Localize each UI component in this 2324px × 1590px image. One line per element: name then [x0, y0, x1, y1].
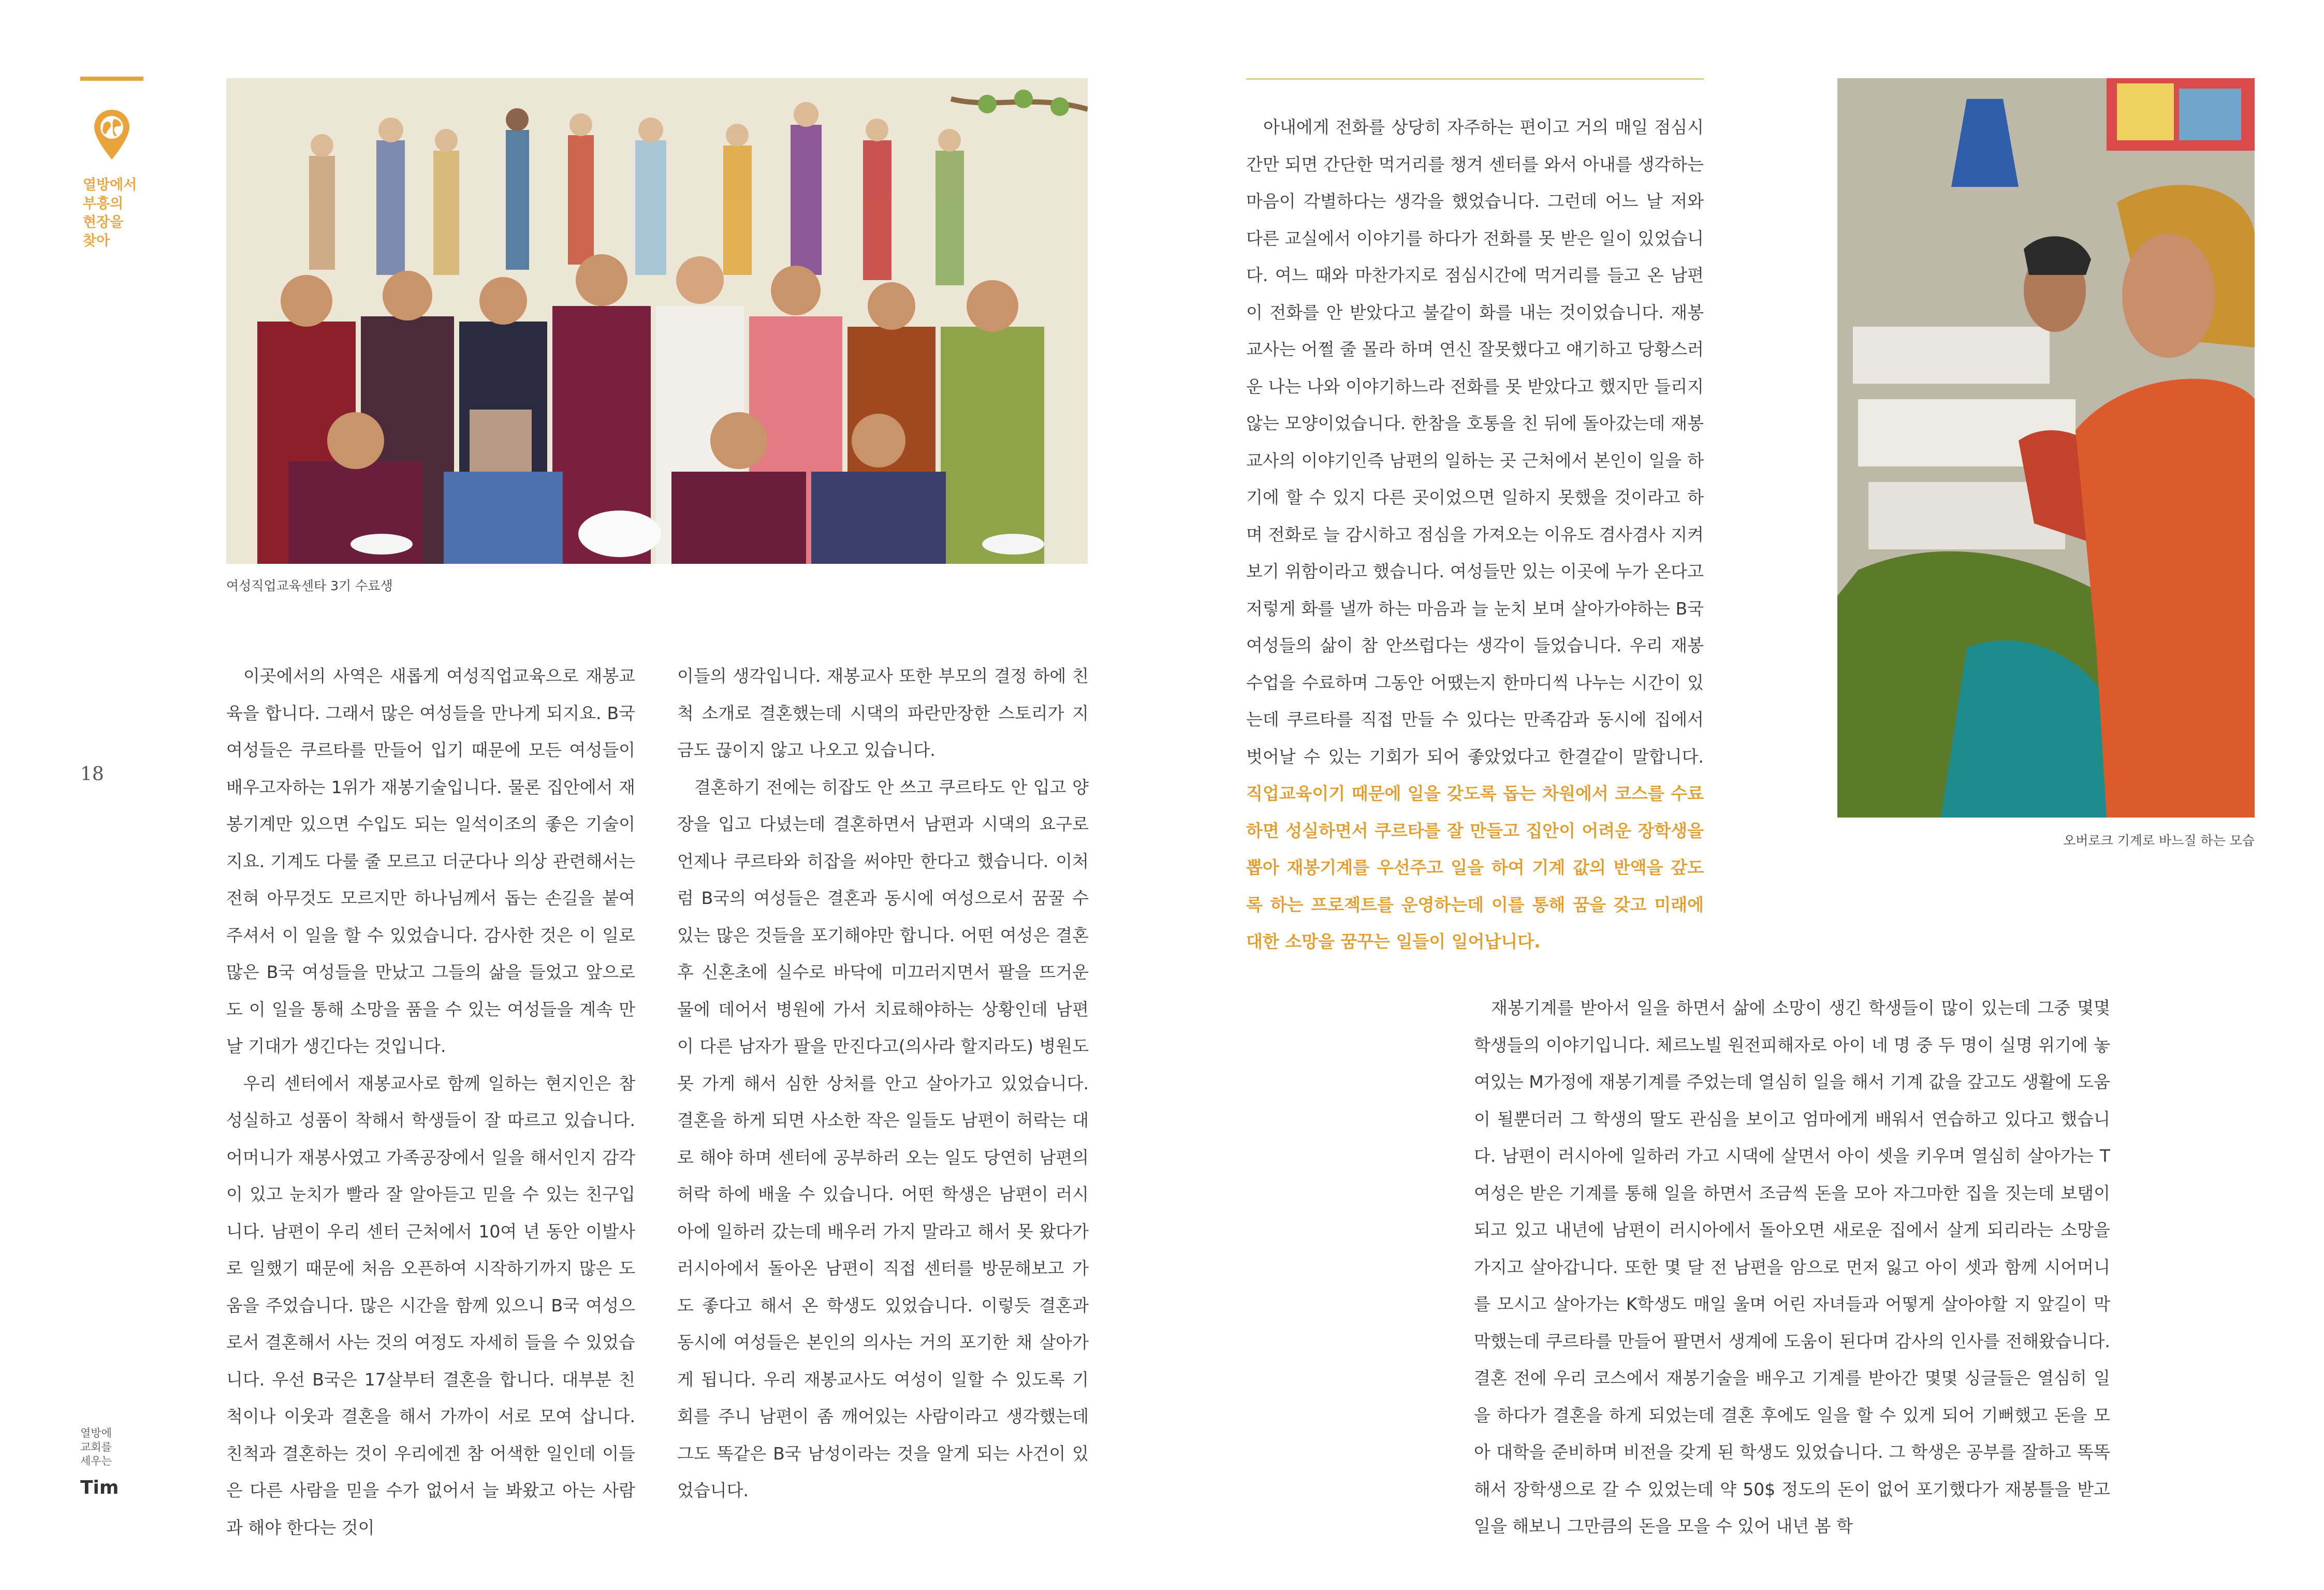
paragraph: 결혼하기 전에는 히잡도 안 쓰고 쿠르타도 안 입고 양장을 입고 다녔는데 결혼하면서 남편과 시댁의 요구로 언제나 쿠르타와 히잡을 써야만 한다고 했습니다. 이처럼 B국의 여성들은 결혼과 동시에 여성으로서 꿈꿀 수 있는 많은 것들을 포기해야만 합니다. 어떤 여성은 결혼 후 신혼초에 실수로 바닥에 미끄러지면서 팔을 뜨거운 물에 데어서 병원에 가서 치료해야하는 상황인데 남편이 다른 남자가 팔을 만진다고(의사라 할지라도) 병원도 못 가게 해서 심한 상처를 안고 살아가고 있었습니다. 결혼을 하게 되면 사소한 작은 일들도 남편이 허락는 대로 해야 하며 센터에 공부하러 오는 일도 당연히 남편의 허락 하에 배울 수 있습니다. 어떤 학생은 남편이 러시아에 일하러 갔는데 배우러 가지 말라고 해서 못 왔다가 러시아에서 돌아온 남편이 직접 센터를 방문해보고 가도 좋다고 해서 온 학생도 있었습니다. 이렇듯 결혼과 동시에 여성들은 본인의 의사는 거의 포기한 채 살아가게 됩니다. 우리 재봉교사도 여성이 일할 수 있도록 기회를 주니 남편이 좀 깨어있는 사람이라고 생각했는데 그도 똑같은 B국 남성이라는 것을 알게 되는 사건이 있었습니다. — [677, 777, 1089, 1500]
page-number: 18 — [80, 764, 104, 785]
brand-logo: Tim — [80, 1477, 119, 1498]
article-column-4 — [1474, 989, 2110, 1545]
sewing-photo-caption: 오버로크 기계로 바느질 하는 모습 — [2063, 833, 2255, 848]
group-photo — [226, 78, 1088, 564]
paragraph: 재봉기계를 받아서 일을 하면서 삶에 소망이 생긴 학생들이 많이 있는데 그중 몇몇 학생들의 이야기입니다. 체르노빌 원전피해자로 아이 네 명 중 두 명이 실명 위기에 놓여있는 M가정에 재봉기계를 주었는데 열심히 일을 해서 기계 값을 갚고도 생활에 도움이 될뿐더러 그 학생의 딸도 관심을 보이고 엄마에게 배워서 연습하고 있다고 했습니다. 남편이 러시아에 일하러 가고 시댁에 살면서 아이 셋을 키우며 열심히 살아가는 T여성은 받은 기계를 통해 일을 하면서 조금씩 돈을 모아 자그마한 집을 짓는데 보탬이 되고 있고 내년에 남편이 러시아에서 돌아오면 새로운 집에서 살게 되리라는 소망을 가지고 살아갑니다. 또한 몇 달 전 남편을 암으로 먼저 잃고 아이 셋과 함께 시어머니를 모시고 살아가는 K학생도 매일 울며 어린 자녀들과 어떻게 살아야할 지 앞길이 막막했는데 쿠르타를 만들어 팔면서 생계에 도움이 된다며 감사의 인사를 전해왔습니다. 결혼 전에 우리 코스에서 재봉기술을 배우고 기계를 받아간 몇몇 싱글들은 열심히 일을 하다가 결혼을 하게 되었는데 결혼 후에도 일을 할 수 있게 되어 기뻐했고 돈을 모아 대학을 준비하며 비전을 갖게 된 학생도 있었습니다. 그 학생은 공부를 잘하고 똑똑해서 장학생으로 갈 수 있었는데 약 50$ 정도의 돈이 없어 포기했다가 재봉틀을 받고 일을 해보니 그만큼의 돈을 모을 수 있어 내년 봄 학 — [1474, 998, 2110, 1536]
location-pin-globe-icon — [92, 109, 131, 161]
paragraph-text: 아내에게 전화를 상당히 자주하는 편이고 거의 매일 점심시간만 되면 간단한 먹거리를 챙겨 센터를 와서 아내를 생각하는 마음이 각별하다는 생각을 했었습니다. 그런데 어느 날 저와 다른 교실에서 이야기를 하다가 전화를 못 받은 일이 있었습니다. 여느 때와 마찬가지로 점심시간에 먹거리를 들고 온 남편이 전화를 안 받았다고 불같이 화를 내는 것이었습니다. 재봉교사는 어쩔 줄 몰라 하며 연신 잘못했다고 얘기하고 당황스러운 나는 나와 이야기하느라 전화를 못 받았다고 했지만 들리지 않는 모양이었습니다. 한참을 호통을 친 뒤에 돌아갔는데 재봉교사의 이야기인즉 남편의 일하는 곳 근처에서 본인이 일을 하기에 할 수 있지 다른 곳이었으면 일하지 못했을 것이라고 하며 전화로 늘 감시하고 점심을 가져오는 이유도 겸사겸사 지켜보기 위함이라고 했습니다. 여성들만 있는 이곳에 누가 온다고 저렇게 화를 낼까 하는 마음과 늘 눈치 보며 살아가야하는 B국 여성들의 삶이 참 안쓰럽다는 생각이 들었습니다. 우리 재봉 수업을 수료하며 그동안 어땠는지 한마디씩 나누는 시간이 있는데 쿠르타를 직접 만들 수 있다는 만족감과 동시에 집에서 벗어날 수 있는 기회가 되어 좋았었다고 한결같이 말합니다. — [1246, 117, 1704, 767]
sewing-photo — [1837, 78, 2255, 818]
highlighted-text: 직업교육이기 때문에 일을 갖도록 돕는 차원에서 코스를 수료하면 성실하면서 쿠르타를 잘 만들고 집안이 어려운 장학생을 뽑아 재봉기계를 우선주고 일을 하여 기계 값의 반액을 갚도록 하는 프로젝트를 운영하는데 이를 통해 꿈을 갖고 미래에 대한 소망을 꿈꾸는 일들이 일어납니다. — [1246, 783, 1704, 952]
brand-label: 열방에 교회를 세우는 — [80, 1427, 112, 1467]
paragraph: 우리 센터에서 재봉교사로 함께 일하는 현지인은 참 성실하고 성품이 착해서 학생들이 잘 따르고 있습니다. 어머니가 재봉사였고 가족공장에서 일을 해서인지 감각이 있고 눈치가 빨라 잘 알아듣고 믿을 수 있는 친구입니다. 남편이 우리 센터 근처에서 10여 년 동안 이발사로 일했기 때문에 처음 오픈하여 시작하기까지 많은 도움을 주었습니다. 많은 시간을 함께 있으니 B국 여성으로서 결혼해서 사는 것의 여정도 자세히 들을 수 있었습니다. 우선 B국은 17살부터 결혼을 합니다. 대부분 친척이나 이웃과 결혼을 해서 가까이 서로 모여 삽니다. 친척과 결혼하는 것이 우리에겐 참 어색한 일인데 이들은 다른 사람을 믿을 수가 없어서 늘 봐왔고 아는 사람과 해야 한다는 것이 — [226, 1073, 635, 1538]
article-column-1 — [226, 658, 635, 1546]
article-column-3 — [1246, 109, 1704, 960]
section-label: 열방에서 부흥의 현장을 찾아 — [83, 177, 137, 249]
paragraph: 이들의 생각입니다. 재봉교사 또한 부모의 결정 하에 친척 소개로 결혼했는데 시댁의 파란만장한 스토리가 지금도 끊이지 않고 나오고 있습니다. — [677, 666, 1089, 760]
article-column-2 — [677, 658, 1089, 1509]
top-accent-rule — [80, 77, 143, 81]
group-photo-caption: 여성직업교육센타 3기 수료생 — [226, 578, 393, 593]
right-top-rule — [1246, 78, 1704, 80]
paragraph: 이곳에서의 사역은 새롭게 여성직업교육으로 재봉교육을 합니다. 그래서 많은 여성들을 만나게 되지요. B국 여성들은 쿠르타를 만들어 입기 때문에 모든 여성들이 배우고자하는 1위가 재봉기술입니다. 물론 집안에서 재봉기계만 있으면 수입도 되는 일석이조의 좋은 기술이지요. 기계도 다룰 줄 모르고 더군다나 의상 관련해서는 전혀 아무것도 모르지만 하나님께서 돕는 손길을 붙여주셔서 이 일을 할 수 있었습니다. 감사한 것은 이 일로 많은 B국 여성들을 만났고 그들의 삶을 들었고 앞으로도 이 일을 통해 소망을 품을 수 있는 여성들을 계속 만날 기대가 생긴다는 것입니다. — [226, 666, 635, 1056]
paragraph — [1246, 109, 1704, 960]
